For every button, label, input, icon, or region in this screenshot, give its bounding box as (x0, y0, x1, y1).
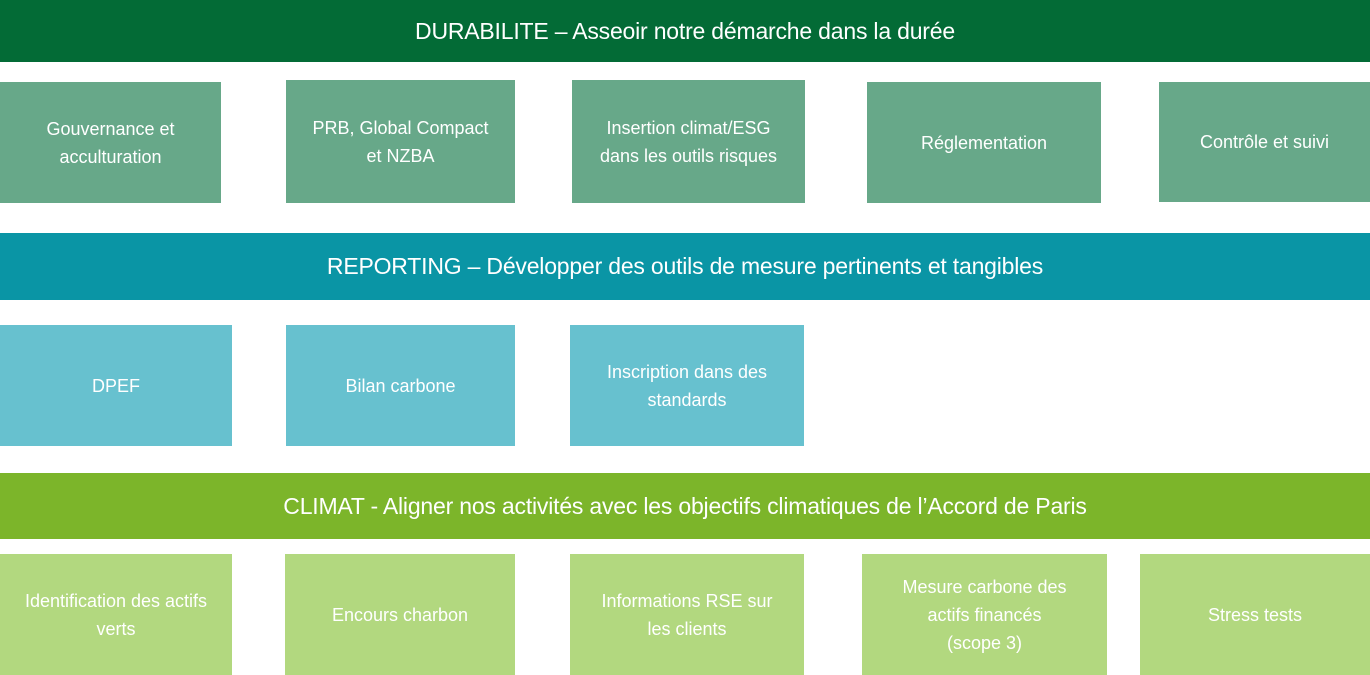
climat-header (0, 473, 1370, 539)
reporting-box-inscription (570, 325, 804, 446)
durabilite-header (0, 0, 1370, 62)
climat-box-label: Stress tests (1207, 604, 1303, 625)
reporting-box-label: Inscription dans des standards (606, 361, 768, 410)
climat-box-identification (0, 554, 232, 675)
durabilite-box-controle (1159, 82, 1370, 202)
climat-box-informations-rse (570, 554, 804, 675)
reporting-box-label: DPEF (91, 375, 140, 396)
climat-title: CLIMAT - Aligner nos activités avec les objectifs climatiques de l’Accord de Paris (283, 492, 1087, 519)
durabilite-title: DURABILITE – Asseoir notre démarche dans la durée (415, 17, 955, 44)
durabilite-box-label: Gouvernance et acculturation (46, 118, 175, 167)
durabilite-box-label: PRB, Global Compact et NZBA (312, 117, 489, 166)
durabilite-box-insertion (572, 80, 805, 203)
durabilite-box-prb (286, 80, 515, 203)
durabilite-box-gouvernance (0, 82, 221, 203)
reporting-box-dpef (0, 325, 232, 446)
climat-box-label: Informations RSE sur les clients (601, 590, 773, 639)
reporting-box-bilan-carbone (286, 325, 515, 446)
climat-box-mesure-carbone (862, 554, 1107, 675)
durabilite-box-label: Contrôle et suivi (1199, 132, 1330, 152)
durabilite-box-reglementation (867, 82, 1101, 203)
climat-box-encours-charbon (285, 554, 515, 675)
climat-box-label: Identification des actifs verts (24, 590, 208, 639)
reporting-box-label: Bilan carbone (345, 375, 456, 396)
durabilite-box-label: Insertion climat/ESG dans les outils risques (599, 117, 778, 166)
reporting-header (0, 233, 1370, 300)
climat-box-label: Mesure carbone des actifs financés (scope 3) (902, 576, 1067, 653)
durabilite-box-label: Réglementation (920, 132, 1048, 153)
climat-box-stress-tests (1140, 554, 1370, 675)
reporting-title: REPORTING – Développer des outils de mesure pertinents et tangibles (326, 253, 1044, 279)
climat-box-label: Encours charbon (331, 604, 469, 625)
